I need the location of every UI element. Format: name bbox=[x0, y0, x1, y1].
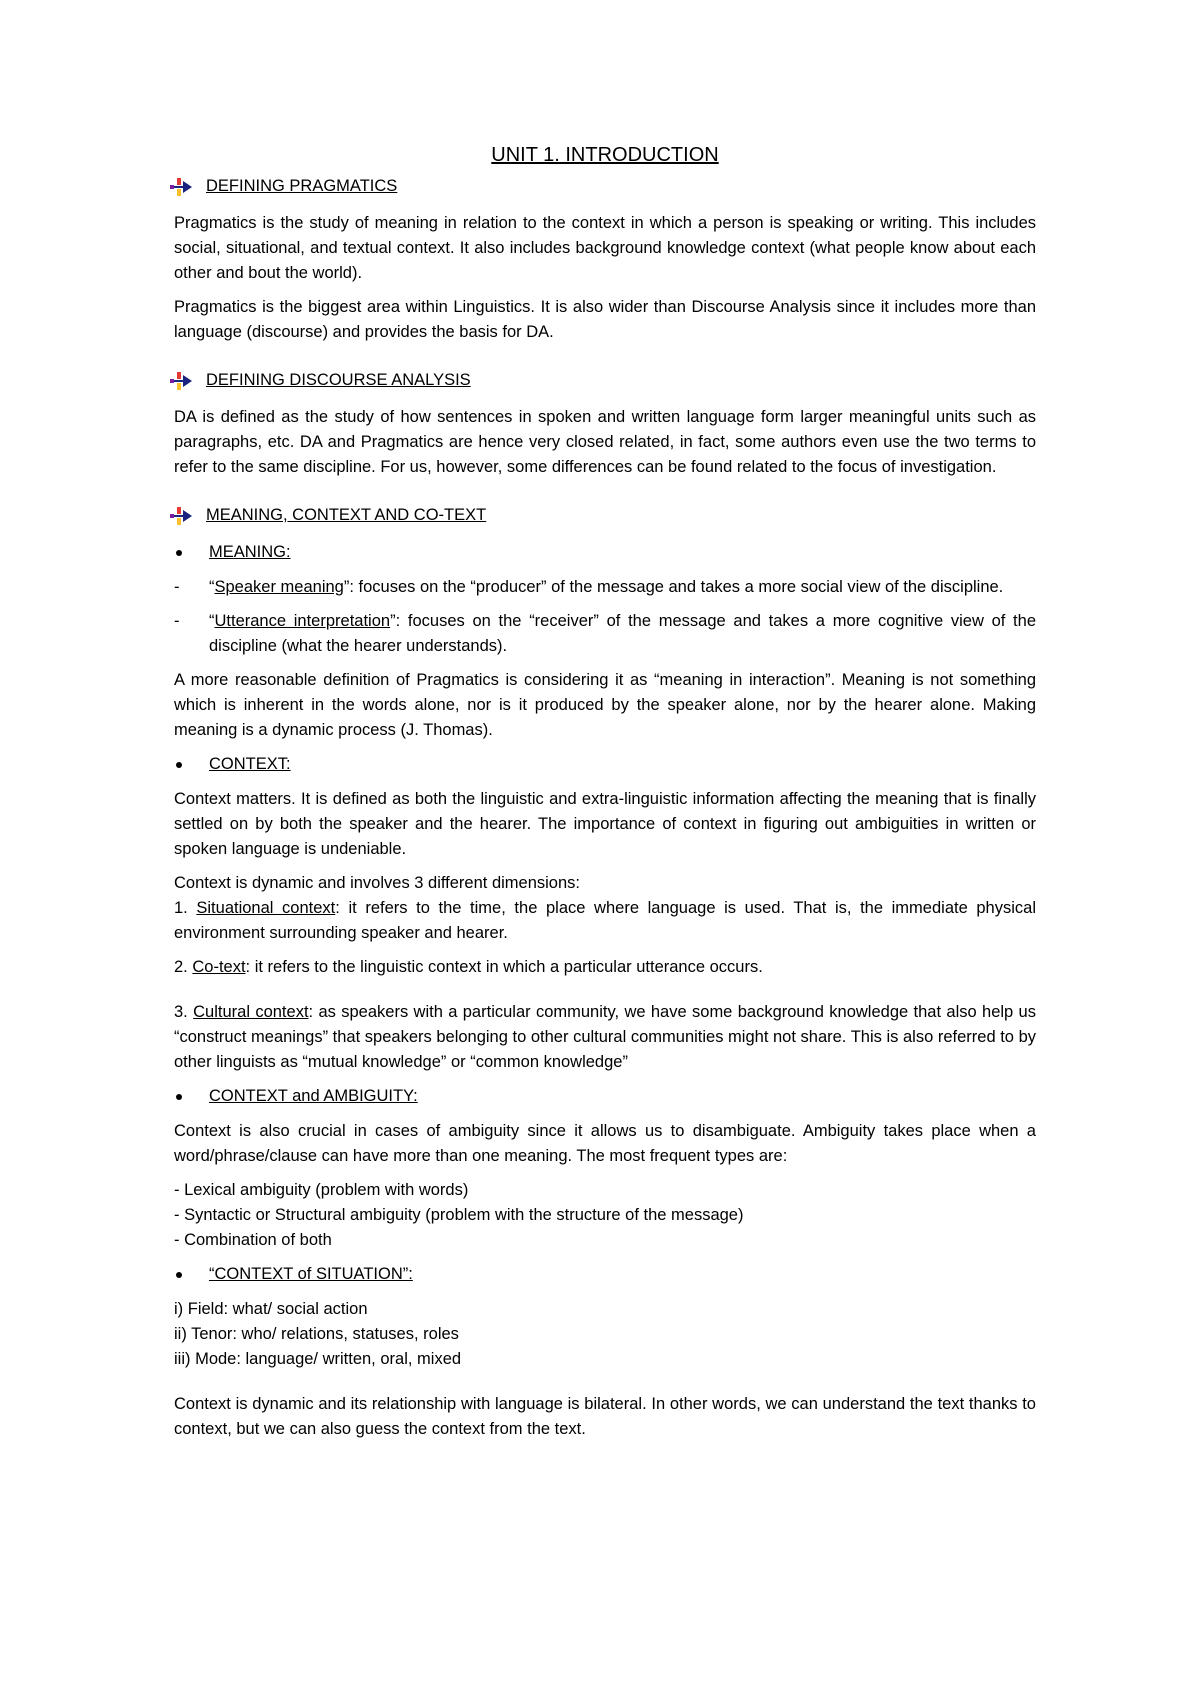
paragraph: A more reasonable definition of Pragmatics is considering it as “meaning in interaction”. Meaning is not something which is inherent in the words alone, nor is it produced by the speaker alone, nor by the hearer alone. Making meaning is a dynamic process (J. Thomas). bbox=[174, 671, 1036, 739]
section-heading-meaning-context bbox=[168, 503, 1036, 528]
open-quote: “ bbox=[209, 578, 215, 596]
definition: : as speakers with a particular community, we have some background knowledge that also help us “construct meanings” that speakers belonging to other cultural communities might not share. This is also referred to by other linguists as “mutual knowledge” or “common knowledge” bbox=[174, 1003, 1036, 1071]
definition: ”: focuses on the “receiver” of the message and takes a more cognitive view of the discipline (what the hearer understands). bbox=[209, 612, 1036, 655]
list-item: iii) Mode: language/ written, oral, mixed bbox=[174, 1350, 462, 1368]
dimension-number: 3. bbox=[174, 1003, 194, 1021]
round-bullet-icon bbox=[174, 540, 209, 565]
ambiguity-types-list bbox=[174, 1178, 1036, 1253]
list-item: - Syntactic or Structural ambiguity (problem with the structure of the message) bbox=[174, 1206, 744, 1224]
page-title: UNIT 1. INTRODUCTION bbox=[491, 144, 719, 166]
paragraph: Context matters. It is defined as both the linguistic and extra-linguistic information affecting the meaning that is finally settled on by both the speaker and the hearer. The importance of context in figuring out ambiguities in written or spoken language is undeniable. bbox=[174, 790, 1036, 858]
situation-list bbox=[174, 1297, 1036, 1372]
context-dimension-3 bbox=[174, 1000, 1036, 1075]
bullet-meaning bbox=[174, 540, 1036, 565]
section-heading-text: DEFINING PRAGMATICS bbox=[206, 177, 398, 195]
paragraph: Context is dynamic and its relationship with language is bilateral. In other words, we can understand the text thanks to context, but we can also guess the context from the text. bbox=[174, 1395, 1036, 1438]
term: Co-text bbox=[192, 958, 246, 976]
round-bullet-icon bbox=[174, 752, 209, 777]
context-dimensions bbox=[174, 871, 1036, 946]
term: Utterance interpretation bbox=[214, 612, 391, 630]
dimension-number: 1. bbox=[174, 899, 197, 917]
dash-item-text bbox=[209, 609, 1036, 659]
paragraph: DA is defined as the study of how sentences in spoken and written language form larger meaningful units such as paragraphs, etc. DA and Pragmatics are hence very closed related, in fact, some authors even use the two terms to refer to the same discipline. For us, however, some differences can be found related to the focus of investigation. bbox=[174, 408, 1036, 476]
paragraph: Pragmatics is the biggest area within Linguistics. It is also wider than Discourse Analysis since it includes more than language (discourse) and provides the basis for DA. bbox=[174, 298, 1036, 341]
list-item: - Lexical ambiguity (problem with words) bbox=[174, 1181, 469, 1199]
dimensions-intro: Context is dynamic and involves 3 different dimensions: bbox=[174, 874, 580, 892]
term: Cultural context bbox=[193, 1003, 309, 1021]
round-bullet-icon bbox=[174, 1262, 209, 1287]
definition: : it refers to the linguistic context in which a particular utterance occurs. bbox=[245, 958, 763, 976]
list-item: - Combination of both bbox=[174, 1231, 332, 1249]
list-item: i) Field: what/ social action bbox=[174, 1300, 368, 1318]
bullet-label: CONTEXT and AMBIGUITY: bbox=[209, 1087, 418, 1105]
term: Speaker meaning bbox=[214, 578, 344, 596]
context-dimension-2 bbox=[174, 955, 1036, 980]
open-quote: “ bbox=[209, 612, 215, 630]
dimension-number: 2. bbox=[174, 958, 193, 976]
dash-marker: - bbox=[174, 578, 180, 596]
dash-item-text bbox=[209, 575, 1036, 600]
round-bullet-icon bbox=[174, 1084, 209, 1109]
bullet-context-of-situation bbox=[174, 1262, 1036, 1287]
section-heading-text: DEFINING DISCOURSE ANALYSIS bbox=[206, 371, 471, 389]
section-heading-discourse-analysis bbox=[168, 368, 1036, 393]
section-heading-text: MEANING, CONTEXT AND CO-TEXT bbox=[206, 506, 487, 524]
term: Situational context bbox=[196, 899, 336, 917]
bullet-context-ambiguity bbox=[174, 1084, 1036, 1109]
document-page bbox=[174, 142, 1036, 1451]
list-item: ii) Tenor: who/ relations, statuses, roles bbox=[174, 1325, 459, 1343]
dash-item-utterance-interpretation bbox=[174, 609, 1036, 659]
arrow-bullet-icon bbox=[168, 177, 194, 197]
definition: : it refers to the time, the place where language is used. That is, the immediate physical environment surrounding speaker and hearer. bbox=[174, 899, 1036, 942]
bullet-label: MEANING: bbox=[209, 543, 291, 561]
arrow-bullet-icon bbox=[168, 371, 194, 391]
bullet-context bbox=[174, 752, 1036, 777]
paragraph: Context is also crucial in cases of ambiguity since it allows us to disambiguate. Ambiguity takes place when a word/phrase/clause can have more than one meaning. The most frequent types are: bbox=[174, 1122, 1036, 1165]
bullet-label: “CONTEXT of SITUATION”: bbox=[209, 1265, 413, 1283]
dash-item-speaker-meaning bbox=[174, 575, 1036, 600]
bullet-label: CONTEXT: bbox=[209, 755, 291, 773]
section-heading-pragmatics bbox=[168, 174, 1036, 199]
dash-marker: - bbox=[174, 612, 180, 630]
definition: ”: focuses on the “producer” of the message and takes a more social view of the discipline. bbox=[343, 578, 1004, 596]
arrow-bullet-icon bbox=[168, 506, 194, 526]
paragraph: Pragmatics is the study of meaning in relation to the context in which a person is speaking or writing. This includes social, situational, and textual context. It also includes background knowledge context (what people know about each other and bout the world). bbox=[174, 214, 1036, 282]
